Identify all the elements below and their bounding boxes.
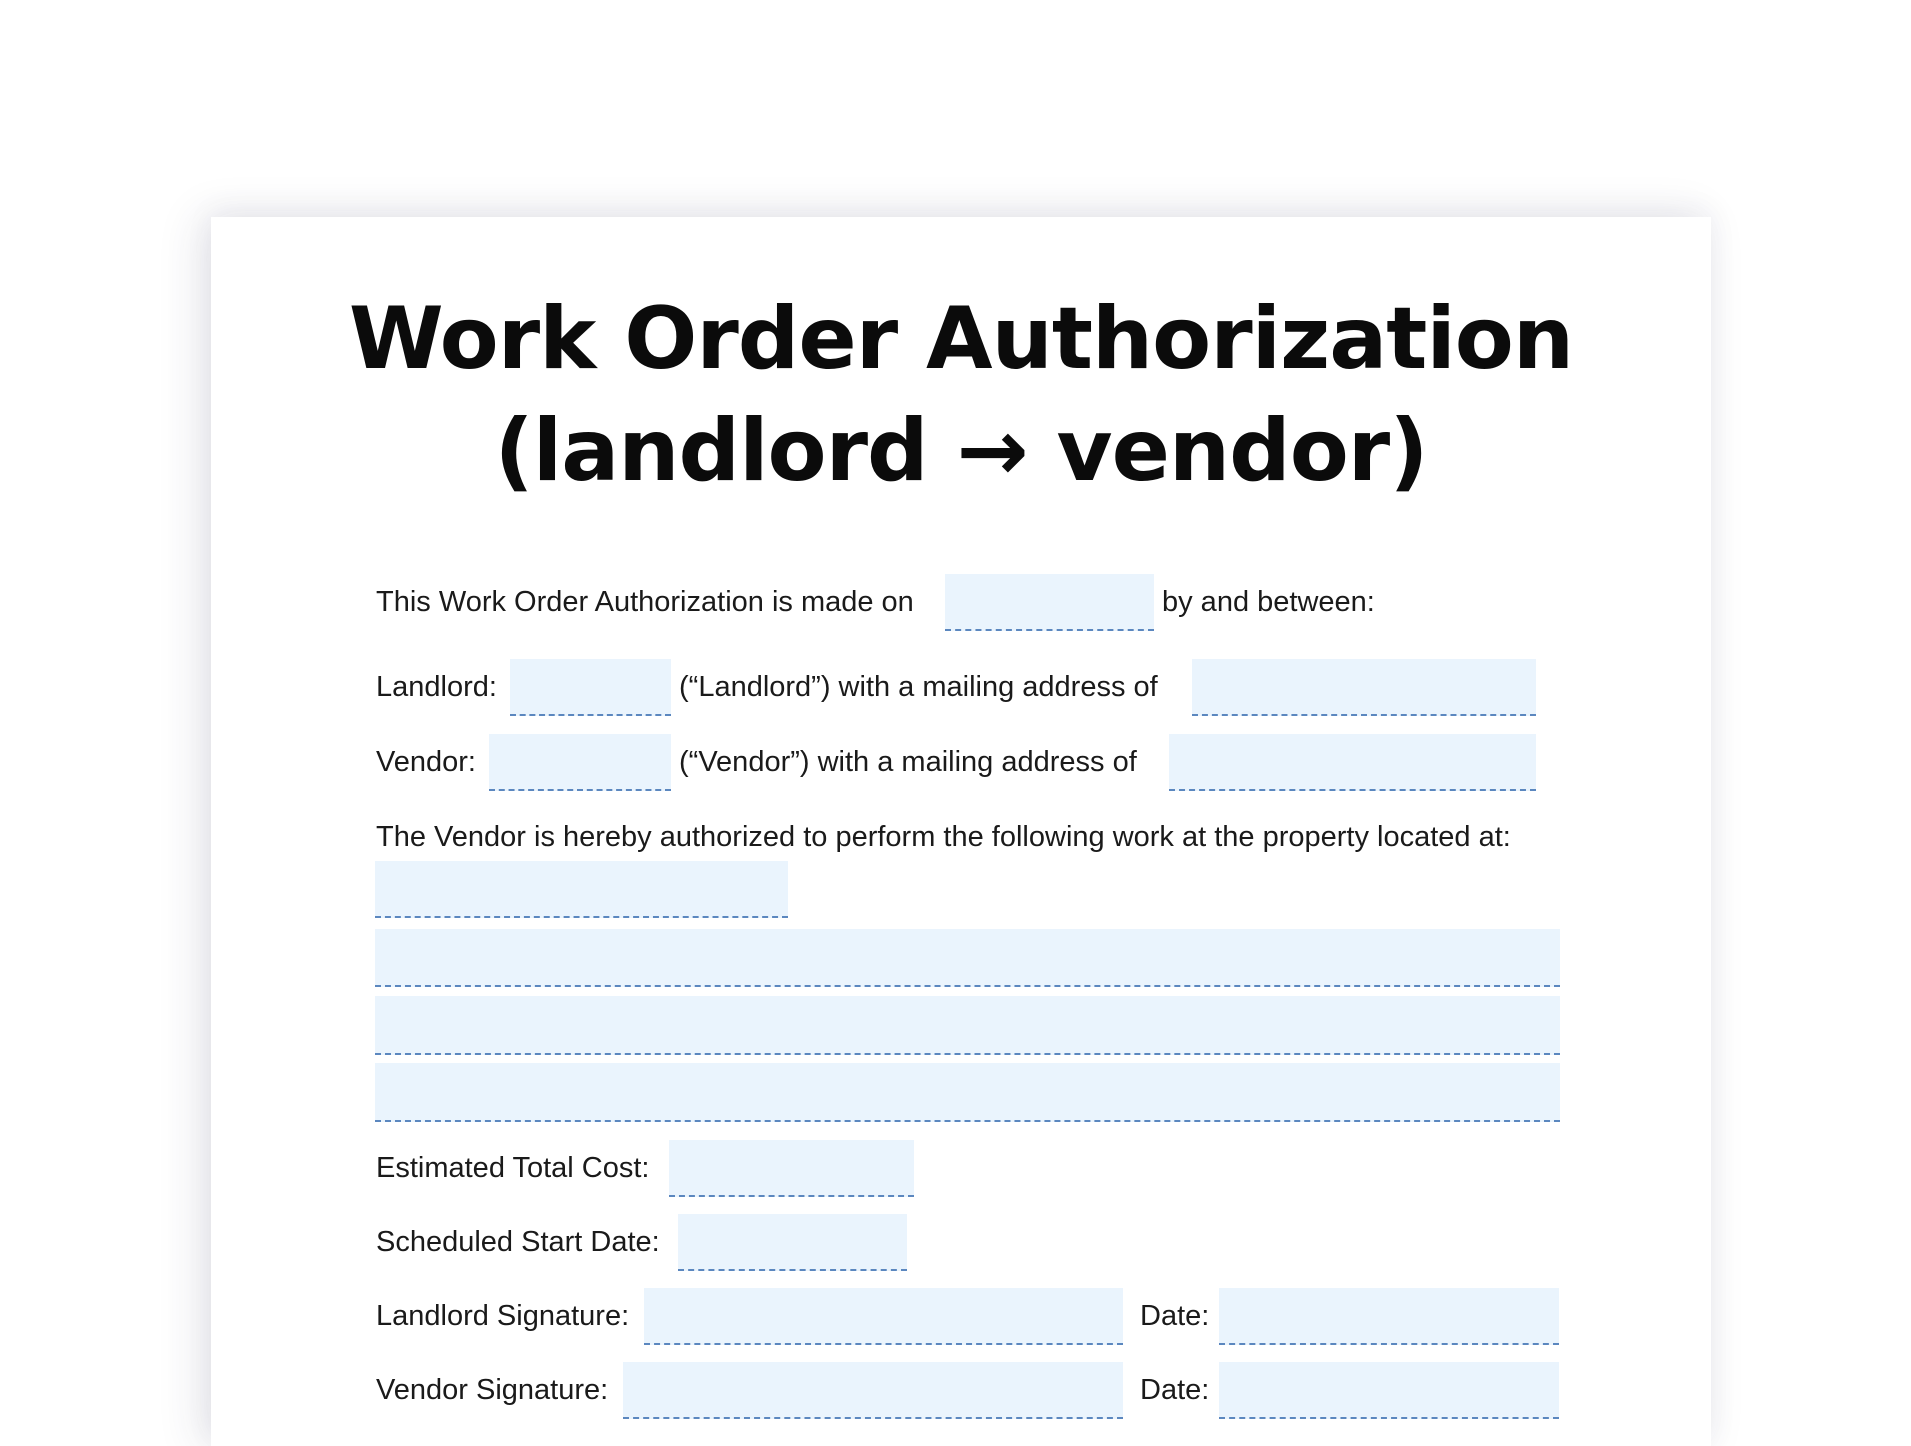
start-date-field[interactable] xyxy=(678,1214,907,1271)
work-description-line-2[interactable] xyxy=(375,996,1560,1055)
estimated-cost-label: Estimated Total Cost: xyxy=(376,1152,650,1184)
landlord-signature-field[interactable] xyxy=(644,1288,1123,1345)
estimated-cost-field[interactable] xyxy=(669,1140,914,1197)
document-page xyxy=(211,217,1711,1446)
vendor-date-field[interactable] xyxy=(1219,1362,1559,1419)
agreement-date-field[interactable] xyxy=(945,574,1154,631)
landlord-date-field[interactable] xyxy=(1219,1288,1559,1345)
landlord-address-field[interactable] xyxy=(1192,659,1536,716)
vendor-address-text: (“Vendor”) with a mailing address of xyxy=(679,746,1137,778)
vendor-signature-label: Vendor Signature: xyxy=(376,1374,609,1406)
landlord-name-field[interactable] xyxy=(510,659,671,716)
landlord-address-text: (“Landlord”) with a mailing address of xyxy=(679,671,1158,703)
work-description-line-3[interactable] xyxy=(375,1063,1560,1122)
landlord-signature-label: Landlord Signature: xyxy=(376,1300,630,1332)
vendor-name-field[interactable] xyxy=(489,734,671,791)
title-line-1: Work Order Authorization xyxy=(348,289,1574,389)
landlord-date-label: Date: xyxy=(1140,1300,1210,1332)
intro-text: This Work Order Authorization is made on xyxy=(376,586,914,618)
work-statement: The Vendor is hereby authorized to perform the following work at the property located at: xyxy=(376,821,1511,853)
vendor-address-field[interactable] xyxy=(1169,734,1536,791)
title-line-2: (landlord → vendor) xyxy=(494,401,1428,501)
work-description-line-1[interactable] xyxy=(375,929,1560,987)
landlord-label: Landlord: xyxy=(376,671,497,703)
vendor-signature-field[interactable] xyxy=(623,1362,1123,1419)
vendor-date-label: Date: xyxy=(1140,1374,1210,1406)
document-title xyxy=(211,283,1711,507)
vendor-label: Vendor: xyxy=(376,746,476,778)
property-address-field[interactable] xyxy=(375,861,788,918)
start-date-label: Scheduled Start Date: xyxy=(376,1226,660,1258)
intro-text-end: by and between: xyxy=(1162,586,1375,618)
